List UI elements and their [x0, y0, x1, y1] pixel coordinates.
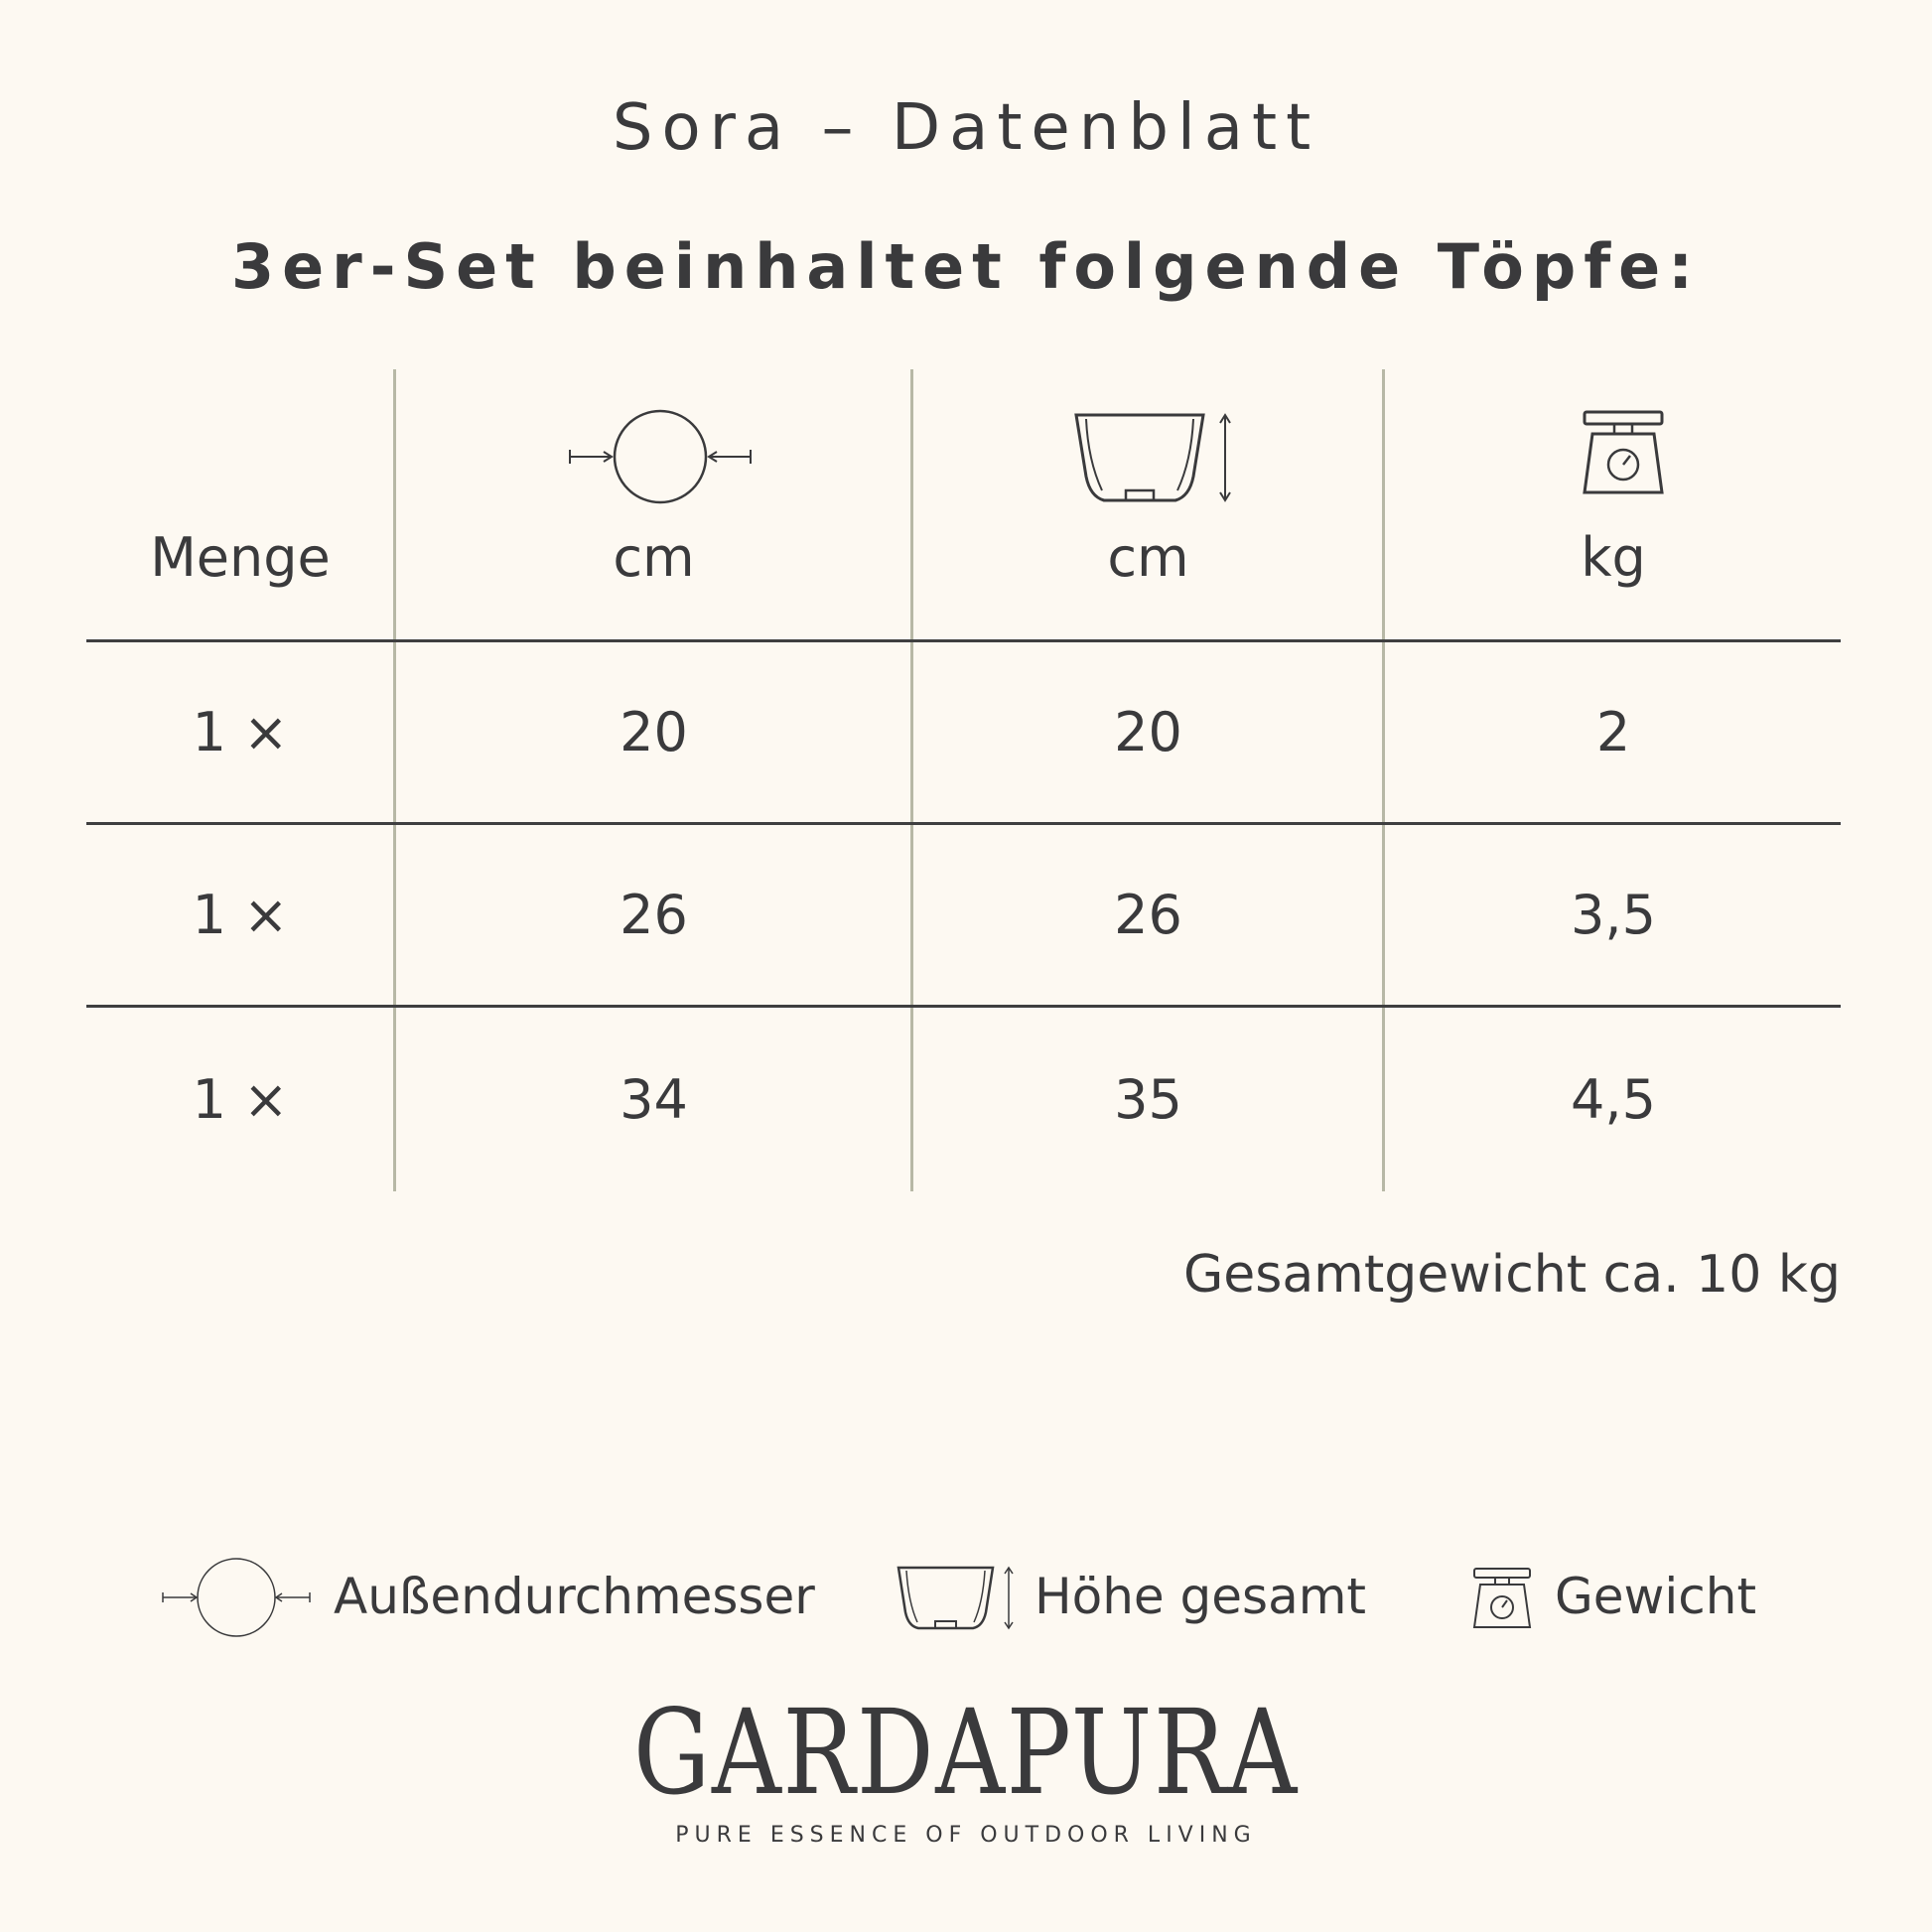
cell-diameter: 20	[620, 701, 688, 763]
page-subtitle: 3er-Set beinhaltet folgende Töpfe:	[230, 230, 1702, 303]
cell-height: 35	[1114, 1068, 1182, 1131]
cell-weight: 4,5	[1571, 1068, 1656, 1131]
page-title: Sora – Datenblatt	[612, 91, 1320, 165]
cell-diameter: 34	[620, 1068, 688, 1131]
height-icon	[1072, 411, 1235, 506]
brand-tagline: PURE ESSENCE OF OUTDOOR LIVING	[675, 1823, 1257, 1848]
legend-diameter-label: Außendurchmesser	[334, 1568, 815, 1625]
table-row-divider	[86, 639, 1841, 642]
diameter-icon	[568, 407, 753, 506]
column-header-quantity: Menge	[150, 526, 331, 589]
scale-icon	[1581, 409, 1666, 496]
cell-quantity: 1 ×	[192, 701, 289, 763]
diameter-legend-icon	[161, 1557, 312, 1638]
column-header-weight-unit: kg	[1581, 526, 1646, 589]
cell-quantity: 1 ×	[192, 884, 289, 946]
cell-diameter: 26	[620, 884, 688, 946]
total-weight: Gesamtgewicht ca. 10 kg	[1182, 1245, 1841, 1305]
height-legend-icon	[896, 1565, 1017, 1632]
legend-weight-label: Gewicht	[1555, 1568, 1757, 1625]
cell-height: 20	[1114, 701, 1182, 763]
column-header-height-unit: cm	[1107, 526, 1189, 589]
table-column-divider	[1382, 369, 1385, 1191]
cell-weight: 2	[1595, 701, 1631, 763]
cell-quantity: 1 ×	[192, 1068, 289, 1131]
table-column-divider	[393, 369, 396, 1191]
cell-height: 26	[1114, 884, 1182, 946]
cell-weight: 3,5	[1571, 884, 1656, 946]
table-row-divider	[86, 1005, 1841, 1008]
scale-legend-icon	[1471, 1567, 1533, 1630]
brand-logo: GARDAPURA	[633, 1684, 1299, 1821]
column-header-diameter-unit: cm	[613, 526, 695, 589]
table-row-divider	[86, 822, 1841, 825]
table-column-divider	[910, 369, 913, 1191]
legend-height-label: Höhe gesamt	[1035, 1568, 1367, 1625]
